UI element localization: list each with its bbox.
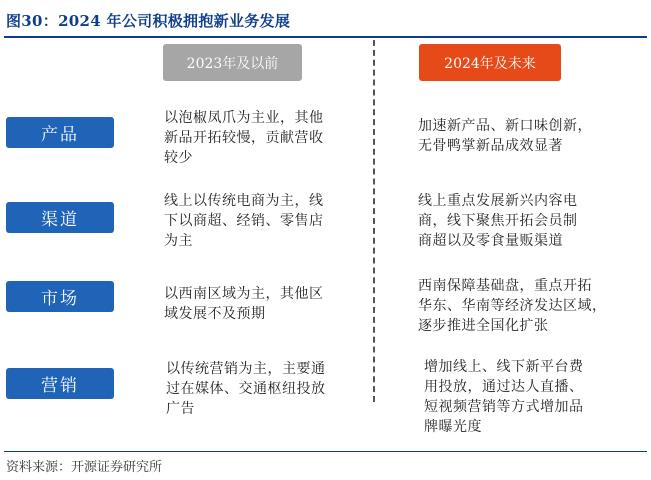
title-rule (4, 36, 647, 38)
cell-line: 用投放，通过达人直播、 (424, 379, 584, 395)
column-header-before: 2023年及以前 (163, 44, 302, 81)
dashed-divider (373, 40, 375, 402)
cell-line: 西南保障基础盘，重点开拓 (418, 278, 592, 294)
cell-channel-before (164, 191, 354, 251)
cell-line: 线上重点发展新兴内容电 (418, 193, 578, 209)
cell-line: 增加线上、线下新平台费 (424, 359, 584, 375)
cell-market-after (418, 276, 633, 336)
cell-line: 为主 (164, 233, 193, 249)
cell-line: 华东、华南等经济发达区域， (418, 298, 607, 314)
cell-product-after (418, 116, 633, 156)
cell-line: 商，线下聚焦开拓会员制 (418, 213, 578, 229)
cell-line: 加速新产品、新口味创新， (418, 118, 592, 134)
column-header-after: 2024年及未来 (419, 44, 561, 81)
cell-line: 线上以传统电商为主，线 (164, 193, 324, 209)
cell-line: 商超以及零食量贩渠道 (418, 233, 563, 249)
cell-line: 广告 (166, 401, 195, 417)
cell-line: 无骨鸭掌新品成效显著 (418, 138, 563, 154)
category-channel: 渠道 (6, 202, 114, 233)
cell-marketing-after (424, 357, 639, 437)
cell-line: 下以商超、经销、零售店 (164, 213, 324, 229)
cell-line: 逐步推进全国化扩张 (418, 318, 549, 334)
cell-marketing-before (166, 359, 356, 419)
cell-line: 以传统营销为主，主要通 (166, 361, 326, 377)
cell-channel-after (418, 191, 633, 251)
cell-line: 过在媒体、交通枢纽投放 (166, 381, 326, 397)
cell-line: 以西南区域为主，其他区 (164, 286, 324, 302)
cell-line: 新品开拓较慢，贡献营收 (164, 130, 324, 146)
cell-line: 牌曝光度 (424, 419, 482, 435)
cell-line: 域发展不及预期 (164, 306, 266, 322)
cell-line: 较少 (164, 150, 193, 166)
category-marketing: 营销 (6, 368, 114, 399)
cell-product-before (164, 108, 354, 168)
category-product: 产品 (6, 117, 114, 148)
footer-rule (4, 451, 647, 452)
category-market: 市场 (6, 281, 114, 312)
cell-line: 短视频营销等方式增加品 (424, 399, 584, 415)
source-note: 资料来源：开源证券研究所 (6, 460, 163, 475)
figure-title: 图30：2024 年公司积极拥抱新业务发展 (6, 12, 291, 30)
cell-market-before (164, 284, 354, 324)
cell-line: 以泡椒凤爪为主业，其他 (164, 110, 324, 126)
